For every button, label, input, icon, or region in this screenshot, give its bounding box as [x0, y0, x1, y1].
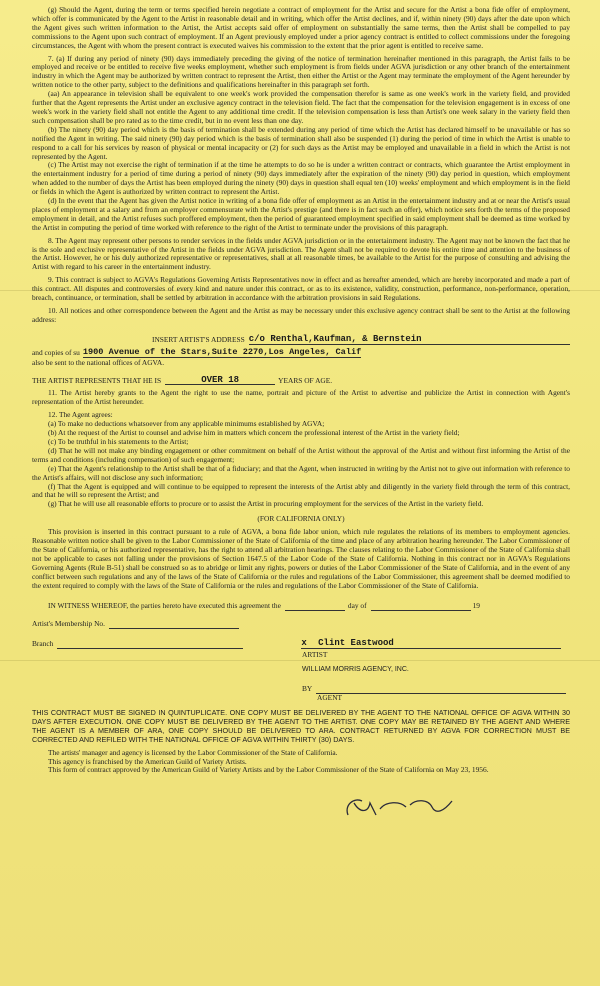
branch-blank: [57, 639, 243, 649]
address-row-2: [32, 348, 570, 358]
artist-name: Clint Eastwood: [318, 638, 394, 649]
membership-label: Artist's Membership No.: [32, 619, 105, 629]
age-value: OVER 18: [165, 376, 275, 386]
fold-line: [0, 290, 600, 291]
month-blank: [371, 601, 471, 611]
agent-signature-blank: [316, 684, 566, 694]
age-label: THE ARTIST REPRESENTS THAT HE IS: [32, 375, 162, 385]
artist-signature-line: [301, 639, 561, 649]
paragraph-11: 11. The Artist hereby grants to the Agent the right to use the name, portrait and picture of the Artist to advertise and publicize the Artist in connection with Agent's representation of the Artist hereunder.: [32, 388, 570, 407]
fold-line: [0, 660, 600, 661]
age-row: [32, 376, 570, 386]
paragraph-12: 12. The Agent agrees:: [48, 410, 113, 420]
california-heading: (FOR CALIFORNIA ONLY): [257, 514, 345, 524]
address-line-2: 1900 Avenue of the Stars,Suite 2270,Los Angeles, Calif: [82, 346, 362, 357]
handwritten-signature: [340, 795, 460, 821]
artist-label: ARTIST: [302, 650, 328, 660]
footer-license: The artists' manager and agency is licensed by the Labor Commissioner of the State of California.: [48, 747, 338, 757]
paragraph-12d: (d) That he will not make any binding engagement or other commitment on behalf of the Artist without the approval of the Artist and without first informing the Artist of the terms and conditions (including compensation) of such engagement;: [32, 445, 570, 464]
quintuplicate-notice: THIS CONTRACT MUST BE SIGNED IN QUINTUPLICATE. ONE COPY MUST BE DELIVERED BY THE AGENT TO THE NATIONAL OFFICE OF AGVA WITHIN 30 DAYS AFTER EXECUTION. ONE COPY MUST BE DELIVERED BY THE AGENT TO THE ARTIST. ONE COPY MAY BE RETAINED BY THE AGENT AND WHERE THE AGENT IS A MEMBER OF ARA, ONE COPY SHOULD BE DELIVERED TO ARA. CONTRACT RETURNED BY AGVA FOR CORRECTION MUST BE CORRECTED AND REFILED WITH THE NATIONAL OFFICE OF AGVA WITHIN THIRTY (30) DAYS.: [32, 707, 570, 745]
by-row: [302, 684, 570, 694]
day-label: day of: [347, 601, 367, 611]
footer-franchise: This agency is franchised by the American Guild of Variety Artists.: [48, 756, 247, 766]
branch-label: Branch: [32, 639, 54, 649]
paragraph-7aa: (aa) An appearance in television shall be equivalent to one week's work provided the compensation therefor is same as one week's work in the variety field, and provided further that the Agent represents the Artist under an exclusive agency contract in the television field. The fact that the compensation for the television engagement is in excess of one week's work in the variety field shall not entitle the Agent to any additional time credit. If the television compensation is less than Artist's one week salary in the variety field then such compensation shall be pro rated as to the time credit, but in no event less than one day.: [32, 89, 570, 125]
paragraph-7d: (d) In the event that the Agent has given the Artist notice in writing of a bona fide offer of employment as an Artist in the entertainment industry and at or near the Artist's usual places of employment at a salary and from an employer commensurate with the Artist's prestige (and there is in fact such an offer), which notice sets forth the terms of the proposed employment in detail, and the Artist refuses such proffered employment, then the period of guaranteed employment specified in said employment shall be deemed as time worked by the Artist in computing the period of time worked with reference to the right of the Artist to terminate under the provisions of this paragraph.: [32, 196, 570, 232]
address-row: [152, 335, 570, 345]
membership-row: [32, 619, 570, 629]
branch-row: [32, 639, 570, 649]
witness-row: [48, 601, 570, 611]
paragraph-12f: (f) That the Agent is equipped and will continue to be equipped to represent the interests of the Artist ably and diligently in the variety field through the term of this contract, and that he will so represent the Artist; and: [32, 481, 570, 500]
address-prefix: and copies of su: [32, 347, 80, 357]
footer-approval: This form of contract approved by the American Guild of Variety Artists and by the Labor Commissioner of the State of California on May 23, 1956.: [48, 765, 489, 775]
address-label: INSERT ARTIST'S ADDRESS: [152, 334, 245, 344]
address-line-1: c/o Renthal,Kaufman, & Bernstein: [249, 335, 570, 345]
paragraph-12e: (e) That the Agent's relationship to the Artist shall be that of a fiduciary; and that the Agent, when instructed in writing by the Artist not to give out information with reference to the Artist's affairs, will not disclose any such information;: [32, 463, 570, 482]
paragraph-7a: 7. (a) If during any period of ninety (90) days immediately preceding the giving of the notice of termination hereinafter mentioned in this paragraph, the Artist fails to be employed and receive or be entitled to receive five weeks employment, whether such employment is from fields under AGVA jurisdiction or any other branch of the entertainment industry in which the Agent may be authorized by written contract to represent the Artist, then either the Artist or the Agent may terminate the employment of the Agent hereunder by written notice to the other party, subject to the definitions and qualifications hereinafter in this paragraph set forth.: [32, 53, 570, 90]
paragraph-8: 8. The Agent may represent other persons to render services in the fields under AGVA jurisdiction or in the entertainment industry. The Agent may not be known the fact that he is the sole and exclusive representative of the Artist in the fields under AGVA jurisdiction. The Agent shall not be required to devote his entire time and attention to the business of the Artist. However, he or his duly authorized representative or representatives, shall at all reasonable times, be available to the Artist for the purpose of consulting and advising the Artist with regard to his career in the entertainment industry.: [32, 235, 570, 272]
year-prefix: 19: [472, 601, 480, 611]
membership-blank: [109, 619, 239, 629]
paragraph-7g: (g) Should the Agent, during the term or terms specified herein negotiate a contract of employment for the Artist and secure for the Artist a bona fide offer of employment, which offer is communicated by the Agent to the Artist in reasonable detail and in writing, which offer the Artist declines, and if, within ninety (90) days after the date upon which the Agent gives such written information to the Artist, the Artist accepts said offer of employment on substantially the same terms, then the Artist shall be compelled to pay commissions to the Agent upon such contract of employment. If an Agent previously employed under a prior agency contract is entitled to collect commissions under the foregoing circumstances, the Agent with whom the present contract is executed waives his commission to the extent that the prior agent is entitled to receive same.: [32, 5, 570, 50]
agency-name: WILLIAM MORRIS AGENCY, INC.: [302, 666, 409, 674]
paragraph-7c: (c) The Artist may not exercise the right of termination if at the time he attempts to do so he is under a written contract or contracts, which guarantee the Artist employment in the entertainment industry for a period of time during a period of ninety (90) days immediately after the expiration of the ninety (90) day period in question, which employment when added to the number of days the Artist has been employed during the ninety (90) days in question shall equal ten (10) weeks' employment and which employment is in the field or fields in which the Agent is authorized by written contract to represent the Artist.: [32, 160, 570, 197]
paragraph-12a: (a) To make no deductions whatsoever from any applicable minimums established by AGVA;: [48, 419, 325, 429]
day-blank: [285, 601, 345, 611]
paragraph-9: 9. This contract is subject to AGVA's Regulations Governing Artists Representatives now in effect and as hereafter amended, which are hereby incorporated and made a part of this contract. All disputes and controversies of every kind and nature under this contract, or as to its existence, validity, construction, performance, non-performance, operation, breach, continuance, or termination, shall be settled by arbitration in accordance with the arbitration provisions in said Regulations.: [32, 275, 570, 303]
paragraph-10: 10. All notices and other correspondence between the Agent and the Artist as may be necessary under this exclusive agency contract shall be sent to the Artist at the following address:: [32, 306, 570, 324]
paragraph-12b: (b) At the request of the Artist to counsel and advise him in matters which concern the professional interest of the Artist in the variety field;: [48, 428, 460, 438]
artist-x-mark: x: [301, 638, 307, 649]
paragraph-12c: (c) To be truthful in his statements to the Artist;: [48, 436, 189, 446]
california-provision: This provision is inserted in this contract pursuant to a rule of AGVA, a bona fide labor union, which rule regulates the relations of its members to employment agencies. Reasonable written notice shall be given to the Labor Commissioner of the State of California of the time and place of any arbitration hearing hereunder. The Labor Commissioner of the State of California, or his authorized representative, has the right to attend all arbitration hearings. The clauses relating to the Labor Commissioner of the State of California shall not be applicable to cases not falling under the provisions of Section 1647.5 of the Labor Code of the State of California. Nothing in this contract nor in AGVA's Regulations Governing Agents (Rule B-51) shall be construed so as to abridge or limit any rights, powers or duties of the Labor Commissioner of the State of California, and in the event of any conflict between such regulations and any of the laws of the State of California or the rules and regulations of the Labor Commissioner, this agreement shall be deemed modified to the extent required to comply with the laws of the State of California or the rules and regulations of the Labor Commissioner of the State of California.: [32, 527, 570, 590]
paragraph-12g: (g) That he will use all reasonable efforts to procure or to assist the Artist in procuring employment for the services of the Artist in the variety field.: [48, 499, 484, 509]
age-suffix: YEARS OF AGE.: [278, 375, 333, 385]
by-label: BY: [302, 684, 313, 693]
witness-text: IN WITNESS WHEREOF, the parties hereto have executed this agreement the: [48, 601, 281, 611]
agent-label: AGENT: [317, 692, 343, 702]
paragraph-7b: (b) The ninety (90) day period which is the basis of termination shall be extended during any period of time which the Artist has declared himself to be unavailable or has so notified the Agent in writing. The said ninety (90) day period which is the basis of termination shall also be suspended (1) during the period of time in which the Artist is unable to respond to a call for his services by reason of physical or mental incapacity or (2) for such days as the Artist may be employed and unavailable in a field in which the Artist is not represented by the Agent.: [32, 124, 570, 161]
address-suffix: also be sent to the national offices of AGVA.: [32, 357, 165, 367]
